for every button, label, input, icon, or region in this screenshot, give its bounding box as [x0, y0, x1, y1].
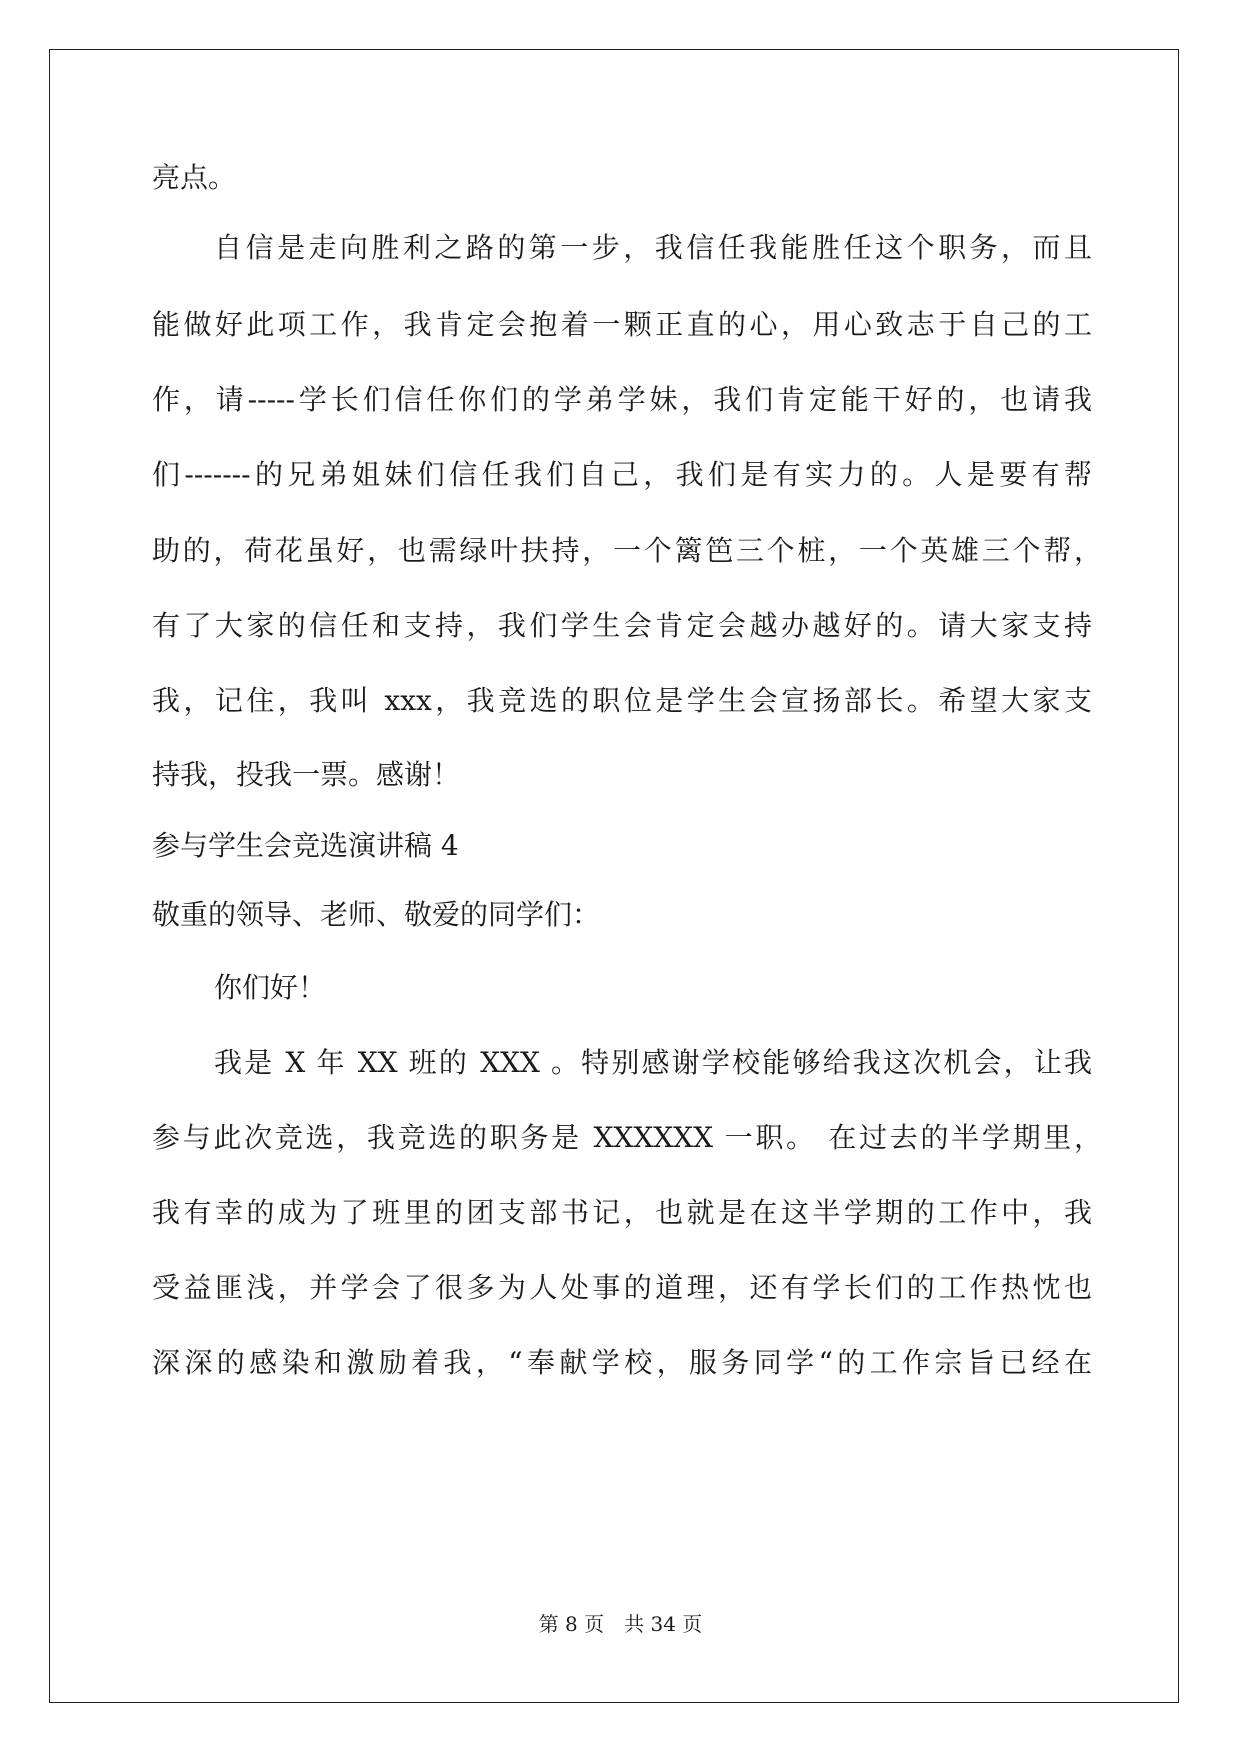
salutation: 敬重的领导、老师、敬爱的同学们： [152, 898, 601, 931]
text-line: 我有幸的成为了班里的团支部书记，也就是在这半学期的工作中，我 [152, 1196, 1092, 1229]
text-line: 能做好此项工作，我肯定会抱着一颗正直的心，用心致志于自己的工 [152, 308, 1092, 341]
page-number-footer: 第 8 页 共 34 页 [538, 1612, 703, 1636]
text-line: 持我，投我一票。感谢！ [152, 758, 461, 791]
section-heading: 参与学生会竞选演讲稿 4 [152, 829, 459, 862]
text-line: 有了大家的信任和支持，我们学生会肯定会越办越好的。请大家支持 [152, 609, 1092, 642]
text-line: 作，请-----学长们信任你们的学弟学妹，我们肯定能干好的，也请我 [152, 383, 1092, 416]
page-border [49, 49, 1179, 1703]
text-line: 我是 X 年 XX 班的 XXX 。特别感谢学校能够给我这次机会，让我 [214, 1046, 1092, 1079]
text-line: 亮点。 [152, 161, 237, 194]
text-line: 参与此次竞选，我竞选的职务是 XXXXXX 一职。 在过去的半学期里， [152, 1121, 1102, 1154]
text-line: 受益匪浅，并学会了很多为人处事的道理，还有学长们的工作热忱也 [152, 1271, 1092, 1304]
text-line: 自信是走向胜利之路的第一步，我信任我能胜任这个职务，而且 [214, 231, 1092, 264]
text-line: 助的，荷花虽好，也需绿叶扶持，一个篱笆三个桩，一个英雄三个帮， [152, 534, 1102, 567]
text-line: 深深的感染和激励着我，“奉献学校，服务同学“的工作宗旨已经在 [152, 1346, 1092, 1379]
greeting: 你们好！ [214, 971, 327, 1004]
text-line: 我，记住，我叫 xxx，我竞选的职位是学生会宣扬部长。希望大家支 [152, 684, 1092, 717]
text-line: 们-------的兄弟姐妹们信任我们自己，我们是有实力的。人是要有帮 [152, 458, 1092, 491]
